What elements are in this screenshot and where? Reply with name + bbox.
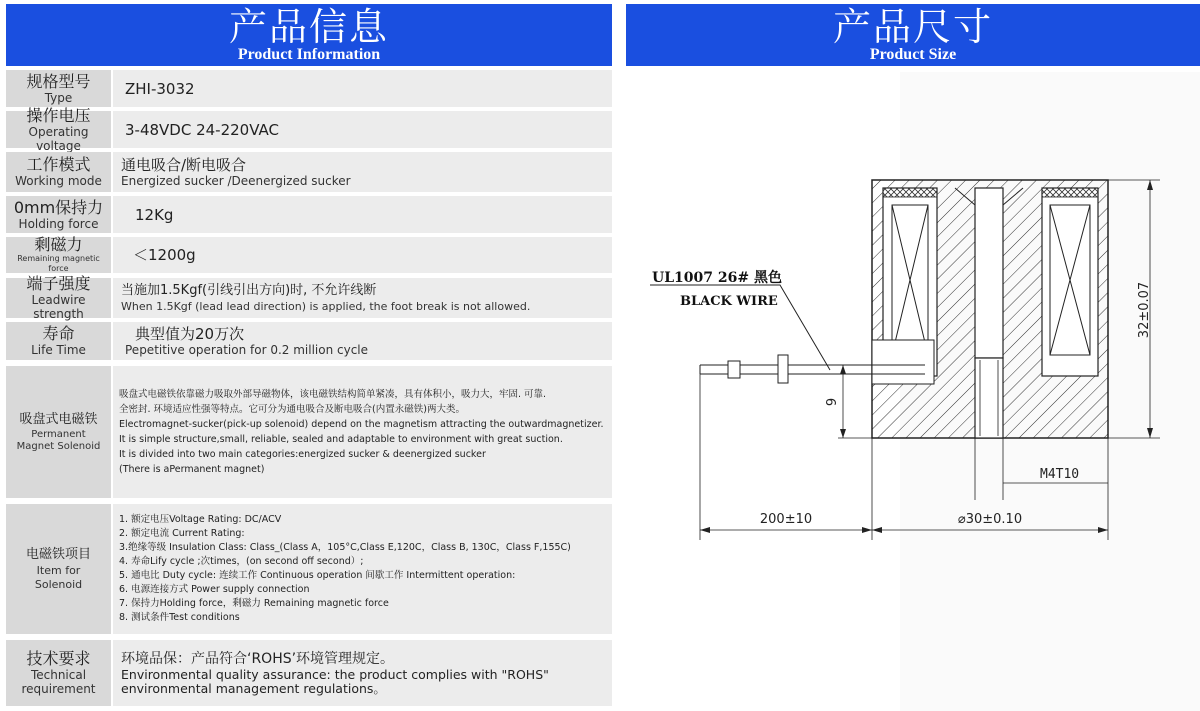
item-line: 4. 寿命Lify cycle ;次times，(on second off second）; bbox=[119, 556, 364, 567]
value-main: 通电吸合/断电吸合 bbox=[121, 156, 247, 174]
row-leadwire-strength bbox=[6, 274, 612, 321]
item-line: 6. 电源连接方式 Power supply connection bbox=[119, 584, 310, 595]
height-dimension-label: 32±0.07 bbox=[1137, 281, 1152, 339]
row-label bbox=[6, 152, 111, 192]
row-value bbox=[113, 278, 612, 318]
solenoid-body bbox=[872, 180, 1108, 438]
description-line: 全密封. 环境适应性强等特点。它可分为通电吸合及断电吸合(内置永磁铁)两大类。 bbox=[119, 404, 465, 415]
label-cn: 电磁铁项目 bbox=[25, 547, 91, 562]
row-working-mode bbox=[6, 152, 612, 192]
diameter-label: ⌀30±0.10 bbox=[957, 512, 1023, 527]
row-label bbox=[6, 504, 111, 634]
depth-dimension-label: 9 bbox=[825, 397, 840, 407]
banner-title-cn: 产品尺寸 bbox=[832, 5, 993, 49]
description-line: 吸盘式电磁铁依靠磁力吸取外部导磁物体，该电磁铁结构简单紧凑，具有体积小，吸力大，牢固. 可靠. bbox=[119, 389, 547, 400]
label-en: Leadwire strength bbox=[31, 293, 86, 321]
item-line: 2. 额定电流 Current Rating: bbox=[119, 528, 245, 539]
row-value bbox=[113, 504, 612, 634]
value-main: ZHI-3032 bbox=[125, 79, 195, 98]
wire-label-en: BLACK WIRE bbox=[680, 294, 778, 309]
row-voltage bbox=[6, 105, 612, 153]
label-cn: 0mm保持力 bbox=[13, 197, 104, 217]
item-line: 1. 额定电压Voltage Rating: DC/ACV bbox=[119, 514, 282, 525]
value-main: 3-48VDC 24-220VAC bbox=[125, 120, 279, 139]
description-line: (There is aPermanent magnet) bbox=[119, 464, 265, 475]
row-value bbox=[113, 196, 612, 233]
row-value bbox=[113, 70, 612, 107]
label-en: Holding force bbox=[18, 216, 99, 231]
row-label bbox=[6, 237, 111, 273]
row-solenoid-items bbox=[6, 504, 612, 634]
thread-label: M4T10 bbox=[1040, 467, 1080, 482]
label-en: Type bbox=[44, 90, 73, 105]
row-value bbox=[113, 152, 612, 192]
row-solenoid-description bbox=[6, 366, 612, 498]
banner-title-en: Product Size bbox=[869, 46, 957, 63]
value-sub: Pepetitive operation for 0.2 million cycle bbox=[125, 343, 369, 357]
product-size-banner bbox=[626, 4, 1200, 66]
description-line: It is simple structure,small, reliable, sealed and adaptable to environment with great suction. bbox=[119, 434, 563, 445]
label-en: Item for Solenoid bbox=[34, 564, 83, 591]
label-en: Permanent Magnet Solenoid bbox=[16, 429, 101, 452]
dimension-drawing bbox=[626, 72, 1200, 711]
wire-length-label: 200±10 bbox=[759, 512, 813, 527]
row-value bbox=[113, 237, 612, 273]
value-main: 当施加1.5Kgf(引线引出方向)时, 不允许线断 bbox=[121, 283, 377, 298]
row-label bbox=[6, 640, 111, 706]
wire-label: UL1007 26# 黑色 bbox=[652, 270, 782, 286]
label-en: Remaining magnetic force bbox=[17, 254, 100, 273]
label-cn: 吸盘式电磁铁 bbox=[19, 412, 98, 427]
label-en: Working mode bbox=[15, 174, 102, 188]
item-line: 5. 通电比 Duty cycle: 连续工作 Continuous operation 间歇工作 Intermittent operation: bbox=[119, 570, 516, 581]
description-line: It is divided into two main categories:energized sucker & deenergized sucker bbox=[119, 449, 486, 460]
row-type bbox=[6, 70, 612, 107]
label-cn: 技术要求 bbox=[26, 649, 91, 668]
label-cn: 规格型号 bbox=[26, 71, 91, 91]
row-label bbox=[6, 70, 111, 107]
value-main: 环境品保：产品符合‘ROHS’环境管理规定。 bbox=[121, 651, 395, 667]
row-label bbox=[6, 105, 111, 153]
row-holding-force bbox=[6, 196, 612, 233]
banner-title-en: Product Information bbox=[237, 46, 381, 63]
banner-title-cn: 产品信息 bbox=[228, 5, 389, 49]
value-sub: Energized sucker /Deenergized sucker bbox=[121, 174, 351, 188]
label-cn: 操作电压 bbox=[26, 105, 91, 125]
row-label bbox=[6, 322, 111, 360]
row-remaining-force bbox=[6, 237, 612, 273]
item-line: 7. 保持力Holding force，剩磁力 Remaining magnetic force bbox=[119, 598, 389, 609]
row-value bbox=[113, 640, 612, 706]
value-sub: When 1.5Kgf (lead lead direction) is applied, the foot break is not allowed. bbox=[121, 300, 531, 313]
row-value bbox=[113, 322, 612, 360]
product-information-banner bbox=[6, 4, 612, 66]
item-line: 8. 测试条件Test conditions bbox=[119, 612, 240, 623]
label-cn: 寿命 bbox=[42, 324, 75, 343]
value-sub: Environmental quality assurance: the product complies with "ROHS" environmental management regulations。 bbox=[121, 667, 549, 696]
label-en: Life Time bbox=[31, 343, 86, 357]
row-value bbox=[113, 366, 612, 498]
row-label bbox=[6, 366, 111, 498]
description-line: Electromagnet-sucker(pick-up solenoid) depend on the magnetism attracting the outwardmagnetizer. bbox=[119, 419, 604, 430]
value-main: ＜1200g bbox=[133, 246, 196, 264]
row-label bbox=[6, 196, 111, 233]
label-cn: 剩磁力 bbox=[34, 235, 83, 254]
row-label bbox=[6, 274, 111, 321]
row-life-time bbox=[6, 322, 612, 360]
value-main: 12Kg bbox=[135, 205, 174, 224]
product-size-panel bbox=[626, 0, 1200, 711]
label-cn: 端子强度 bbox=[26, 274, 91, 293]
row-technical-requirement bbox=[6, 640, 612, 706]
value-main: 典型值为20万次 bbox=[135, 325, 245, 343]
item-line: 3.绝缘等级 Insulation Class: Class_(Class A，105°C,Class E,120C，Class B, 130C，Class F,155C) bbox=[119, 542, 571, 553]
label-en: Operating voltage bbox=[28, 124, 89, 153]
row-value bbox=[113, 111, 612, 148]
depth-dimension bbox=[838, 365, 872, 438]
label-en: Technical requirement bbox=[21, 668, 96, 696]
label-cn: 工作模式 bbox=[26, 155, 91, 174]
